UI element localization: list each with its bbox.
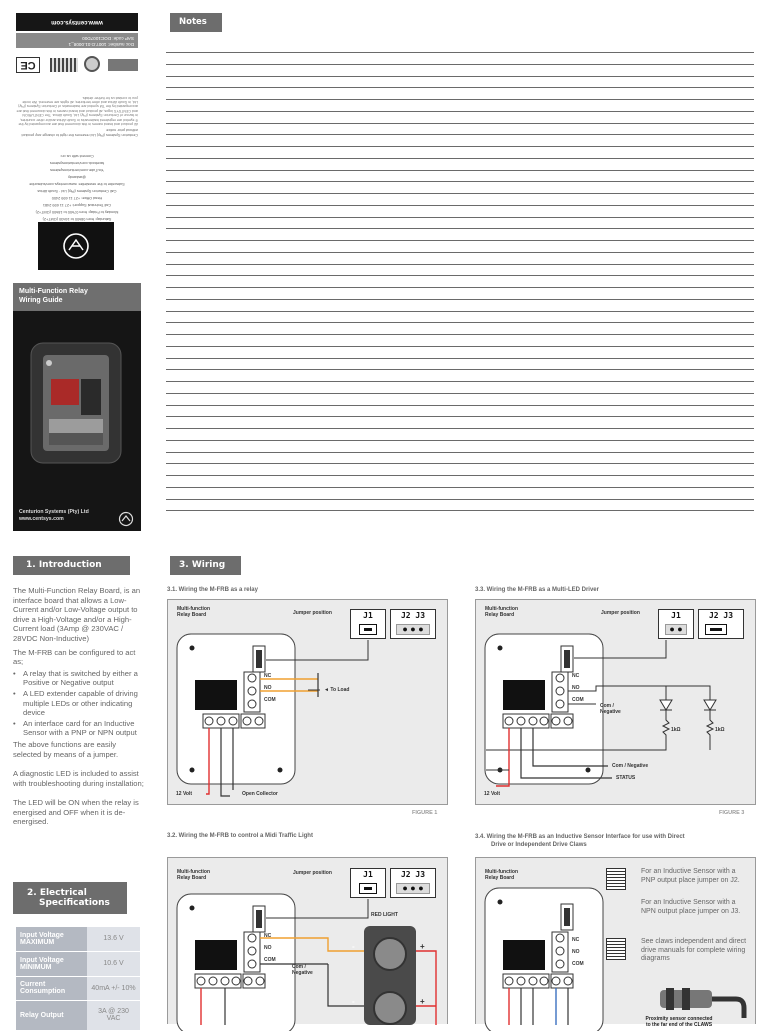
section-3-1-title: 3.1. Wiring the M-FRB as a relay <box>167 587 258 593</box>
sabs-logo-icon <box>50 58 78 72</box>
list-item: • An interface card for an Inductive Sensor with a PNP or NPN output <box>13 719 144 738</box>
note-line <box>166 134 754 135</box>
website-bar <box>16 13 138 31</box>
j2j3-pins: ● ● ● <box>396 883 430 894</box>
note-line <box>166 369 754 370</box>
note-line <box>166 287 754 288</box>
figure-1-box <box>167 599 448 805</box>
j1-label: J1 <box>671 611 681 620</box>
status-label: STATUS <box>616 775 636 781</box>
spec-key: Input Voltage MINIMUM <box>16 951 87 976</box>
spec-value: 40mA +/- 10% <box>87 976 140 1000</box>
note-line <box>166 428 754 429</box>
spec-key: Input Voltage MAXIMUM <box>16 927 87 951</box>
note-line <box>166 64 754 65</box>
board-label-line2: Relay Board <box>485 611 515 618</box>
note-line <box>166 111 754 112</box>
board-label-line1: Multi-function <box>177 606 211 612</box>
plus-sign-1: + <box>420 942 425 951</box>
nc-label: NC <box>264 673 272 679</box>
board-label-line1: Multi-function <box>177 869 211 875</box>
com-negative-label <box>292 965 313 976</box>
note-line <box>166 393 754 394</box>
board-label-line1: Multi-function <box>485 869 519 875</box>
section-3-4-title-line2: Drive or Independent Drive Claws <box>491 842 587 848</box>
spec-value: 3A @ 230 VAC <box>87 1000 140 1030</box>
note-line <box>166 228 754 229</box>
doc-number-block <box>16 33 138 48</box>
contact-line: YouTube.com/centurionsystems <box>50 168 104 172</box>
website-text: www.centsys.com <box>51 19 103 25</box>
table-row <box>16 951 140 976</box>
minus-sign-1: - <box>352 942 355 951</box>
note-line <box>166 99 754 100</box>
jumper-position-label: Jumper position <box>293 610 332 616</box>
com-label: COM <box>572 961 584 967</box>
contact-details <box>16 142 138 222</box>
note-line <box>166 487 754 488</box>
note-line <box>166 334 754 335</box>
company-footer <box>19 509 89 523</box>
intro-paragraph-5: The LED will be ON when the relay is energised and OFF when it is de-energised. <box>13 798 139 827</box>
spec-key: Current Consumption <box>16 976 87 1000</box>
note-line <box>166 181 754 182</box>
intro-paragraph-2: The M-FRB can be configured to act as; <box>13 647 136 667</box>
note-line <box>166 358 754 359</box>
plus-sign-2: + <box>420 997 425 1006</box>
list-item: • A LED extender capable of driving multiple LEDs or other indicating device <box>13 689 144 718</box>
com-label: COM <box>264 697 276 703</box>
claws-note-icon <box>606 938 626 960</box>
centurion-small-logo-icon <box>117 511 135 527</box>
note-line <box>166 275 754 276</box>
note-line <box>166 240 754 241</box>
nc-label: NC <box>572 937 580 943</box>
note-line <box>166 452 754 453</box>
figure-2-diagram <box>168 858 449 1025</box>
com-label: COM <box>572 697 584 703</box>
note-line <box>166 499 754 500</box>
resistor-label-1: 1kΩ <box>671 727 681 733</box>
contact-line: Head Office: +27 11 699 2400 <box>51 196 103 200</box>
com-negative-line2: Negative <box>600 708 621 715</box>
intro-text <box>13 586 144 827</box>
proximity-sensor-icon <box>656 978 754 1018</box>
board-label-line2: Relay Board <box>177 874 207 881</box>
figure-3-box <box>475 599 756 805</box>
contact-line: Call Centurion Systems (Pty) Ltd · South Africa <box>37 189 117 193</box>
figure-4-box <box>475 857 756 1028</box>
intro-paragraph-1: The Multi-Function Relay Board, is an interface board that allows a Low-Current and/or Low-Voltage output to drive a High-Voltage and/or a High-Current load (3Amp @ 230VAC / 28VDC Non-Inductive) <box>13 586 141 643</box>
note-line <box>166 463 754 464</box>
ce-mark-icon: CE <box>16 57 40 73</box>
section-3-4-title <box>475 833 685 849</box>
j1-label: J1 <box>363 611 373 620</box>
pnp-note: For an Inductive Sensor with a PNP output place jumper on J2. <box>641 868 740 884</box>
claws-note: See claws independent and direct drive manuals for complete wiring diagrams <box>641 938 747 963</box>
legal-text: All product and brand names in this document that are accompanied by the ® symbol are registered trademarks in South Africa and/or other countries, in favour of Centurion Systems (Pty) Ltd, South Africa. The CENTURION and CENTSYS logos, all product and brand names in this document that are accompanied by the TM symbol are trademarks of Centurion Systems (Pty) Ltd, in South Africa and other territories; all rights are reserved. We invite you to contact us for further details. <box>16 95 138 126</box>
note-line <box>166 87 754 88</box>
npn-note: For an Inductive Sensor with a NPN output place jumper on J3. <box>641 899 741 915</box>
doc-number: Doc number: 1007.D.01.0008_1 <box>68 42 134 47</box>
com-negative-line1: Com / <box>600 703 614 709</box>
list-item: • A relay that is switched by either a Positive or Negative output <box>13 669 144 688</box>
note-line <box>166 405 754 406</box>
nc-label: NC <box>264 933 272 939</box>
section-3-3-title: 3.3. Wiring the M-FRB as a Multi-LED Driver <box>475 587 599 593</box>
jumper-position-label: Jumper position <box>601 610 640 616</box>
red-light-label: RED LIGHT <box>371 912 398 918</box>
note-line <box>166 146 754 147</box>
no-label: NO <box>572 949 580 955</box>
j2j3-label: J2 J3 <box>400 870 426 879</box>
note-line <box>166 440 754 441</box>
contact-line: @askandy <box>68 175 86 179</box>
specs-table <box>16 927 140 1031</box>
no-label: NO <box>264 685 272 691</box>
jumper-position-label: Jumper position <box>293 870 332 876</box>
open-collector-label: Open Collector <box>242 791 278 797</box>
intro-paragraph-3: The above functions are easily selected by means of a jumper. <box>13 739 119 759</box>
board-label-line1: Multi-function <box>485 606 519 612</box>
notes-heading: Notes <box>170 13 222 32</box>
to-load-text: To Load <box>330 687 350 693</box>
icasa-logo-icon <box>108 59 138 71</box>
company-website: www.centsys.com <box>19 516 64 522</box>
pnp-note-icon <box>606 868 626 890</box>
note-line <box>166 510 754 511</box>
no-label: NO <box>572 685 580 691</box>
quality-seal-icon <box>84 56 100 72</box>
specs-heading-line2: Specifications <box>39 898 110 908</box>
board-label-line2: Relay Board <box>177 611 207 618</box>
twelve-volt-label: 12 Volt <box>176 791 193 797</box>
to-load-label: ◄ To Load <box>324 687 350 693</box>
relay-board-photo <box>27 339 127 467</box>
com-negative-line1: Com / <box>292 964 306 970</box>
specs-heading-line1: 2. Electrical <box>27 888 87 898</box>
note-line <box>166 299 754 300</box>
contact-line: Monday to Friday: from 07h00 to 18h00 (GMT+2) <box>35 210 119 214</box>
note-line <box>166 52 754 53</box>
figure-1-caption: FIGURE 1 <box>412 810 438 816</box>
figure-3-caption: FIGURE 3 <box>719 810 745 816</box>
note-line <box>166 416 754 417</box>
note-line <box>166 322 754 323</box>
note-line <box>166 252 754 253</box>
nc-label: NC <box>572 673 580 679</box>
note-line <box>166 217 754 218</box>
section-3-4-title-line1: 3.4. Wiring the M-FRB as an Inductive Sensor Interface for use with Direct <box>475 834 685 840</box>
no-label: NO <box>264 945 272 951</box>
spec-value: 10.6 V <box>87 951 140 976</box>
j2j3-pins: ● ● ● <box>396 624 430 635</box>
com-negative-label <box>600 704 621 715</box>
contact-line: facebook.com/centurionsystems <box>49 161 105 165</box>
note-line <box>166 170 754 171</box>
note-line <box>166 381 754 382</box>
note-line <box>166 346 754 347</box>
table-row <box>16 976 140 1000</box>
centurion-logo-icon <box>38 222 114 270</box>
contact-line: Subscribe to the newsletter: www.centsys.com/subscribe <box>29 182 125 186</box>
twelve-volt-label: 12 Volt <box>484 791 501 797</box>
table-row <box>16 1000 140 1030</box>
j2j3-label: J2 J3 <box>708 611 734 620</box>
intro-bullet-list <box>13 669 144 738</box>
note-line <box>166 475 754 476</box>
proximity-caption-line1: Proximity sensor connected <box>645 1016 713 1022</box>
product-cover <box>13 283 141 531</box>
wiring-heading: 3. Wiring <box>170 556 241 575</box>
bullet-text: A relay that is switched by either a Positive or Negative output <box>23 668 138 688</box>
note-line <box>166 311 754 312</box>
specs-heading <box>13 882 127 914</box>
spec-value: 13.6 V <box>87 927 140 951</box>
note-line <box>166 123 754 124</box>
product-title-line2: Wiring Guide <box>19 297 63 304</box>
note-line <box>166 205 754 206</box>
contact-line: Call Technical Support: +27 11 699 2481 <box>42 203 112 207</box>
back-cover-panel <box>0 0 150 540</box>
reserve-rights-text: Centurion Systems (Pty) Ltd reserves the right to change any product without prior notice <box>21 128 138 138</box>
sap-code: SAP code: DOC1007D00 <box>82 36 134 41</box>
centurion-logo-block <box>38 222 114 270</box>
contact-line: Connect with us on: <box>60 154 94 158</box>
notes-lines <box>166 48 754 518</box>
com-negative-line-label: Com / Negative <box>612 763 649 769</box>
board-label-line2: Relay Board <box>485 874 515 881</box>
resistor-label-2: 1kΩ <box>715 727 725 733</box>
note-line <box>166 76 754 77</box>
spec-key: Relay Output <box>16 1000 87 1030</box>
figure-2-box <box>167 857 448 1024</box>
j2j3-label: J2 J3 <box>400 611 426 620</box>
bullet-text: An interface card for an Inductive Sensor with a PNP or NPN output <box>23 718 137 738</box>
contact-line: Saturday: from 08h00 to 16h30 (GMT+2) <box>42 217 112 221</box>
minus-sign-2: - <box>352 997 355 1006</box>
j1-pins: ● ● <box>665 624 687 635</box>
proximity-sensor-caption <box>624 1016 734 1028</box>
note-line <box>166 264 754 265</box>
table-row <box>16 927 140 951</box>
company-name: Centurion Systems (Pty) Ltd <box>19 509 89 515</box>
intro-paragraph-4: A diagnostic LED is included to assist with troubleshooting during installation; <box>13 769 144 788</box>
note-line <box>166 158 754 159</box>
note-line <box>166 193 754 194</box>
figure-1-diagram <box>168 600 449 806</box>
com-negative-line2: Negative <box>292 969 313 976</box>
product-title-band <box>13 283 141 311</box>
section-3-2-title: 3.2. Wiring the M-FRB to control a Midi Traffic Light <box>167 833 313 839</box>
product-title-line1: Multi-Function Relay <box>19 288 88 295</box>
bullet-text: A LED extender capable of driving multiple LEDs or other indicating device <box>23 688 138 718</box>
intro-heading: 1. Introduction <box>13 556 130 575</box>
j1-label: J1 <box>363 870 373 879</box>
certification-badges <box>16 54 138 76</box>
proximity-caption-line2: to the far end of the CLAWS <box>645 1022 713 1028</box>
com-label: COM <box>264 957 276 963</box>
